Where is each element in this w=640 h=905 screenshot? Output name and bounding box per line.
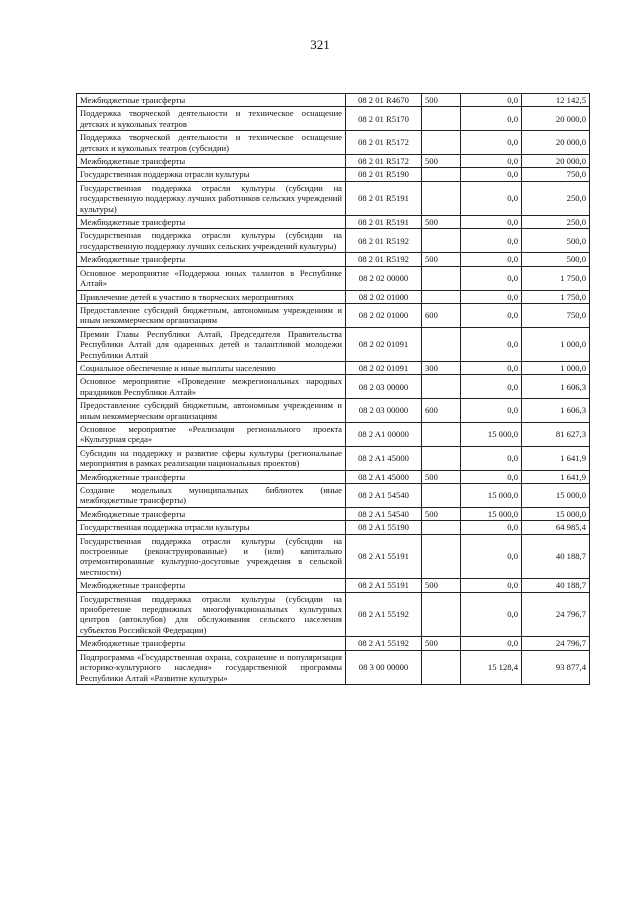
- expense-name-cell: Межбюджетные трансферты: [77, 253, 346, 266]
- amount-first-cell: 0,0: [461, 94, 522, 107]
- target-article-code-cell: 08 3 00 00000: [346, 650, 422, 684]
- target-article-code-cell: 08 2 03 00000: [346, 399, 422, 423]
- table-row: [77, 361, 590, 374]
- expense-type-code-cell: 500: [422, 507, 461, 520]
- expense-name-cell: Предоставление субсидий бюджетным, автономным учреждениям и иным некоммерческим организациям: [77, 399, 346, 423]
- expense-name-cell: Межбюджетные трансферты: [77, 507, 346, 520]
- expense-type-code-cell: [422, 107, 461, 131]
- target-article-code-cell: 08 2 01 R4670: [346, 94, 422, 107]
- amount-second-cell: 1 000,0: [522, 327, 590, 361]
- target-article-code-cell: 08 2 A1 00000: [346, 422, 422, 446]
- table-row: [77, 107, 590, 131]
- table-row: [77, 484, 590, 508]
- amount-first-cell: 15 128,4: [461, 650, 522, 684]
- expense-type-code-cell: 600: [422, 399, 461, 423]
- amount-second-cell: 1 000,0: [522, 361, 590, 374]
- table-row: [77, 327, 590, 361]
- amount-first-cell: 0,0: [461, 303, 522, 327]
- amount-second-cell: 1 606,3: [522, 375, 590, 399]
- target-article-code-cell: 08 2 01 R5191: [346, 181, 422, 215]
- table-row: [77, 94, 590, 107]
- target-article-code-cell: 08 2 02 00000: [346, 266, 422, 290]
- expense-type-code-cell: [422, 422, 461, 446]
- amount-first-cell: 0,0: [461, 446, 522, 470]
- amount-first-cell: 0,0: [461, 253, 522, 266]
- target-article-code-cell: 08 2 02 01000: [346, 303, 422, 327]
- expense-name-cell: Государственная поддержка отрасли культуры (субсидии на государственную поддержку лучших сельских учреждений культуры): [77, 229, 346, 253]
- table-row: [77, 534, 590, 579]
- expense-name-cell: Основное мероприятие «Реализация регионального проекта «Культурная среда»: [77, 422, 346, 446]
- amount-second-cell: 15 000,0: [522, 507, 590, 520]
- expense-type-code-cell: [422, 534, 461, 579]
- expense-type-code-cell: [422, 229, 461, 253]
- expense-name-cell: Основное мероприятие «Поддержка юных талантов в Республике Алтай»: [77, 266, 346, 290]
- amount-second-cell: 500,0: [522, 253, 590, 266]
- table-row: [77, 375, 590, 399]
- expense-name-cell: Подпрограмма «Государственная охрана, сохранение и популяризация историко-культурного наследия» государственной программы Республики Алтай «Развитие культуры»: [77, 650, 346, 684]
- expense-type-code-cell: [422, 446, 461, 470]
- amount-second-cell: 81 627,3: [522, 422, 590, 446]
- expense-type-code-cell: [422, 181, 461, 215]
- expense-type-code-cell: 600: [422, 303, 461, 327]
- expense-type-code-cell: [422, 266, 461, 290]
- expense-type-code-cell: 500: [422, 155, 461, 168]
- amount-second-cell: 12 142,5: [522, 94, 590, 107]
- target-article-code-cell: 08 2 A1 45000: [346, 470, 422, 483]
- expense-type-code-cell: 500: [422, 94, 461, 107]
- amount-first-cell: 15 000,0: [461, 484, 522, 508]
- amount-first-cell: 0,0: [461, 637, 522, 650]
- table-row: [77, 637, 590, 650]
- expense-name-cell: Межбюджетные трансферты: [77, 94, 346, 107]
- expense-name-cell: Привлечение детей к участию в творческих мероприятиях: [77, 290, 346, 303]
- table-row: [77, 290, 590, 303]
- table-row: [77, 168, 590, 181]
- amount-second-cell: 1 606,3: [522, 399, 590, 423]
- target-article-code-cell: 08 2 A1 55192: [346, 637, 422, 650]
- amount-second-cell: 20 000,0: [522, 131, 590, 155]
- amount-first-cell: 0,0: [461, 375, 522, 399]
- target-article-code-cell: 08 2 A1 55191: [346, 534, 422, 579]
- target-article-code-cell: 08 2 01 R5192: [346, 229, 422, 253]
- table-row: [77, 253, 590, 266]
- amount-first-cell: 0,0: [461, 131, 522, 155]
- table-row: [77, 131, 590, 155]
- expense-name-cell: Межбюджетные трансферты: [77, 637, 346, 650]
- target-article-code-cell: 08 2 03 00000: [346, 375, 422, 399]
- table-row: [77, 216, 590, 229]
- table-row: [77, 303, 590, 327]
- amount-first-cell: 0,0: [461, 216, 522, 229]
- amount-first-cell: 0,0: [461, 579, 522, 592]
- amount-second-cell: 20 000,0: [522, 107, 590, 131]
- amount-first-cell: 0,0: [461, 327, 522, 361]
- table-row: [77, 470, 590, 483]
- expense-type-code-cell: 500: [422, 216, 461, 229]
- expense-type-code-cell: 300: [422, 361, 461, 374]
- amount-second-cell: 1 750,0: [522, 290, 590, 303]
- amount-second-cell: 15 000,0: [522, 484, 590, 508]
- budget-table: [76, 93, 590, 685]
- table-row: [77, 579, 590, 592]
- table-row: [77, 446, 590, 470]
- table-row: [77, 507, 590, 520]
- amount-first-cell: 0,0: [461, 181, 522, 215]
- amount-second-cell: 93 877,4: [522, 650, 590, 684]
- table-row: [77, 155, 590, 168]
- amount-first-cell: 0,0: [461, 290, 522, 303]
- target-article-code-cell: 08 2 01 R5172: [346, 155, 422, 168]
- expense-type-code-cell: 500: [422, 470, 461, 483]
- target-article-code-cell: 08 2 A1 55190: [346, 521, 422, 534]
- expense-name-cell: Государственная поддержка отрасли культуры (субсидии на построенные (реконструированные) и (или) капитально отремонтированные культурно-досуговые учреждения в сельской местности): [77, 534, 346, 579]
- table-row: [77, 521, 590, 534]
- expense-name-cell: Субсидии на поддержку и развитие сферы культуры (региональные мероприятия в рамках реализации национальных проектов): [77, 446, 346, 470]
- target-article-code-cell: 08 2 01 R5191: [346, 216, 422, 229]
- amount-first-cell: 15 000,0: [461, 507, 522, 520]
- target-article-code-cell: 08 2 A1 54540: [346, 507, 422, 520]
- expense-name-cell: Межбюджетные трансферты: [77, 216, 346, 229]
- amount-first-cell: 0,0: [461, 266, 522, 290]
- amount-second-cell: 24 796,7: [522, 637, 590, 650]
- expense-type-code-cell: 500: [422, 579, 461, 592]
- expense-name-cell: Премии Главы Республики Алтай, Председателя Правительства Республики Алтай для одаренных детей и талантливой молодежи Республики Алтай: [77, 327, 346, 361]
- expense-type-code-cell: 500: [422, 253, 461, 266]
- expense-name-cell: Предоставление субсидий бюджетным, автономным учреждениям и иным некоммерческим организациям: [77, 303, 346, 327]
- amount-second-cell: 40 188,7: [522, 534, 590, 579]
- target-article-code-cell: 08 2 A1 55192: [346, 592, 422, 637]
- expense-name-cell: Межбюджетные трансферты: [77, 155, 346, 168]
- table-row: [77, 399, 590, 423]
- amount-second-cell: 24 796,7: [522, 592, 590, 637]
- target-article-code-cell: 08 2 02 01091: [346, 361, 422, 374]
- target-article-code-cell: 08 2 A1 45000: [346, 446, 422, 470]
- expense-type-code-cell: [422, 650, 461, 684]
- amount-first-cell: 0,0: [461, 168, 522, 181]
- amount-first-cell: 0,0: [461, 534, 522, 579]
- expense-name-cell: Государственная поддержка отрасли культуры (субсидии на государственную поддержку лучших работников сельских учреждений культуры): [77, 181, 346, 215]
- amount-first-cell: 0,0: [461, 155, 522, 168]
- target-article-code-cell: 08 2 01 R5192: [346, 253, 422, 266]
- target-article-code-cell: 08 2 01 R5190: [346, 168, 422, 181]
- table-row: [77, 266, 590, 290]
- amount-second-cell: 1 641,9: [522, 470, 590, 483]
- amount-first-cell: 15 000,0: [461, 422, 522, 446]
- expense-name-cell: Государственная поддержка отрасли культуры (субсидии на приобретение передвижных многофункциональных культурных центров (автоклубов) для обслуживания сельского населения субъектов Российской Федерации): [77, 592, 346, 637]
- expense-type-code-cell: 500: [422, 637, 461, 650]
- amount-second-cell: 750,0: [522, 303, 590, 327]
- expense-name-cell: Поддержка творческой деятельности и техническое оснащение детских и кукольных театров: [77, 107, 346, 131]
- amount-second-cell: 1 750,0: [522, 266, 590, 290]
- table-row: [77, 229, 590, 253]
- expense-name-cell: Поддержка творческой деятельности и техническое оснащение детских и кукольных театров (субсидии): [77, 131, 346, 155]
- amount-first-cell: 0,0: [461, 399, 522, 423]
- expense-type-code-cell: [422, 168, 461, 181]
- expense-name-cell: Социальное обеспечение и иные выплаты населению: [77, 361, 346, 374]
- amount-first-cell: 0,0: [461, 521, 522, 534]
- target-article-code-cell: 08 2 A1 54540: [346, 484, 422, 508]
- target-article-code-cell: 08 2 02 01091: [346, 327, 422, 361]
- amount-second-cell: 250,0: [522, 181, 590, 215]
- expense-type-code-cell: [422, 327, 461, 361]
- expense-type-code-cell: [422, 521, 461, 534]
- expense-name-cell: Государственная поддержка отрасли культуры: [77, 168, 346, 181]
- expense-name-cell: Создание модельных муниципальных библиотек (иные межбюджетные трансферты): [77, 484, 346, 508]
- target-article-code-cell: 08 2 01 R5172: [346, 131, 422, 155]
- amount-second-cell: 500,0: [522, 229, 590, 253]
- amount-first-cell: 0,0: [461, 592, 522, 637]
- target-article-code-cell: 08 2 A1 55191: [346, 579, 422, 592]
- expense-name-cell: Межбюджетные трансферты: [77, 470, 346, 483]
- expense-type-code-cell: [422, 375, 461, 399]
- amount-second-cell: 20 000,0: [522, 155, 590, 168]
- budget-table-body: [77, 94, 590, 685]
- table-row: [77, 592, 590, 637]
- amount-second-cell: 40 188,7: [522, 579, 590, 592]
- amount-first-cell: 0,0: [461, 107, 522, 131]
- amount-first-cell: 0,0: [461, 470, 522, 483]
- target-article-code-cell: 08 2 02 01000: [346, 290, 422, 303]
- table-row: [77, 422, 590, 446]
- expense-name-cell: Государственная поддержка отрасли культуры: [77, 521, 346, 534]
- expense-type-code-cell: [422, 484, 461, 508]
- amount-second-cell: 1 641,9: [522, 446, 590, 470]
- amount-second-cell: 250,0: [522, 216, 590, 229]
- expense-type-code-cell: [422, 592, 461, 637]
- amount-first-cell: 0,0: [461, 361, 522, 374]
- target-article-code-cell: 08 2 01 R5170: [346, 107, 422, 131]
- table-row: [77, 650, 590, 684]
- expense-type-code-cell: [422, 290, 461, 303]
- amount-second-cell: 64 985,4: [522, 521, 590, 534]
- expense-name-cell: Основное мероприятие «Проведение межрегиональных народных праздников Республики Алтай»: [77, 375, 346, 399]
- amount-first-cell: 0,0: [461, 229, 522, 253]
- amount-second-cell: 750,0: [522, 168, 590, 181]
- page-number: 321: [310, 37, 330, 52]
- expense-name-cell: Межбюджетные трансферты: [77, 579, 346, 592]
- expense-type-code-cell: [422, 131, 461, 155]
- table-row: [77, 181, 590, 215]
